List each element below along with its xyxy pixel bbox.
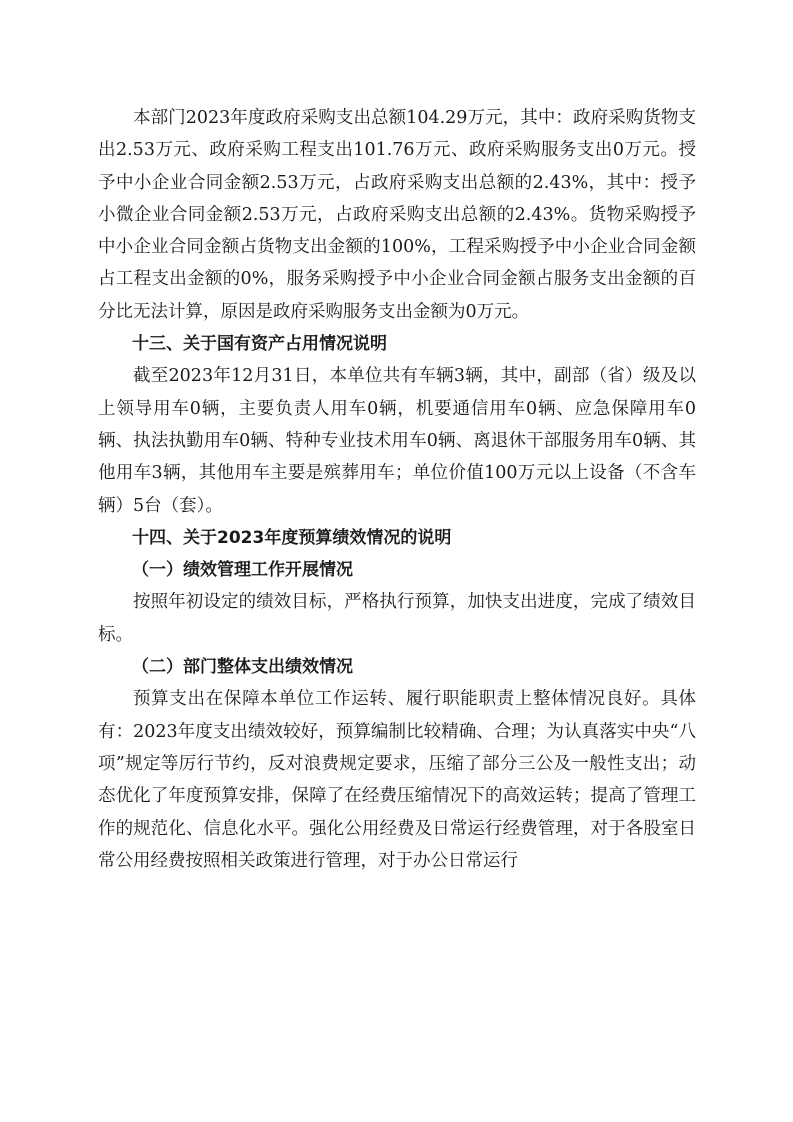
subheading-2: （二）部门整体支出绩效情况 xyxy=(132,657,353,678)
paragraph-procurement: 本部门2023年度政府采购支出总额104.29万元，其中：政府采购货物支出2.53万元、政府采购工程支出101.76万元、政府采购服务支出0万元。授予中小企业合同金额2.53万元，占政府采购支出总额的2.43%，其中：授予小微企业合同金额2.53万元，占政府采购支出总额的2.43%。货物采购授予中小企业合同金额占货物支出金额的100%，工程采购授予中小企业合同金额占工程支出金额的0%，服务采购授予中小企业合同金额占服务支出金额的百分比无法计算，原因是政府采购服务支出金额为0万元。 xyxy=(98,108,696,322)
heading-section-14: 十四、关于2023年度预算绩效情况的说明 xyxy=(132,527,452,548)
paragraph-overall-performance: 预算支出在保障本单位工作运转、履行职能职责上整体情况良好。具体有：2023年度支出绩效较好，预算编制比较精确、合理；为认真落实中央“八项”规定等厉行节约，反对浪费规定要求，压缩了部分三公及一般性支出；动态优化了年度预算安排，保障了在经费压缩情况下的高效运转；提高了管理工作的规范化、信息化水平。强化公用经费及日常运行经费管理，对于各股室日常公用经费按照相关政策进行管理，对于办公日常运行 xyxy=(98,689,696,871)
document-page xyxy=(98,102,696,877)
paragraph-vehicles: 截至2023年12月31日，本单位共有车辆3辆，其中，副部（省）级及以上领导用车0辆，主要负责人用车0辆，机要通信用车0辆、应急保障用车0辆、执法执勤用车0辆、特种专业技术用车0辆、离退休干部服务用车0辆、其他用车3辆，其他用车主要是殡葬用车；单位价值100万元以上设备（不含车辆）5台（套）。 xyxy=(98,366,696,516)
heading-section-13: 十三、关于国有资产占用情况说明 xyxy=(132,334,387,355)
subheading-1: （一）绩效管理工作开展情况 xyxy=(132,560,353,581)
paragraph-performance-management: 按照年初设定的绩效目标，严格执行预算，加快支出进度，完成了绩效目标。 xyxy=(98,592,696,645)
